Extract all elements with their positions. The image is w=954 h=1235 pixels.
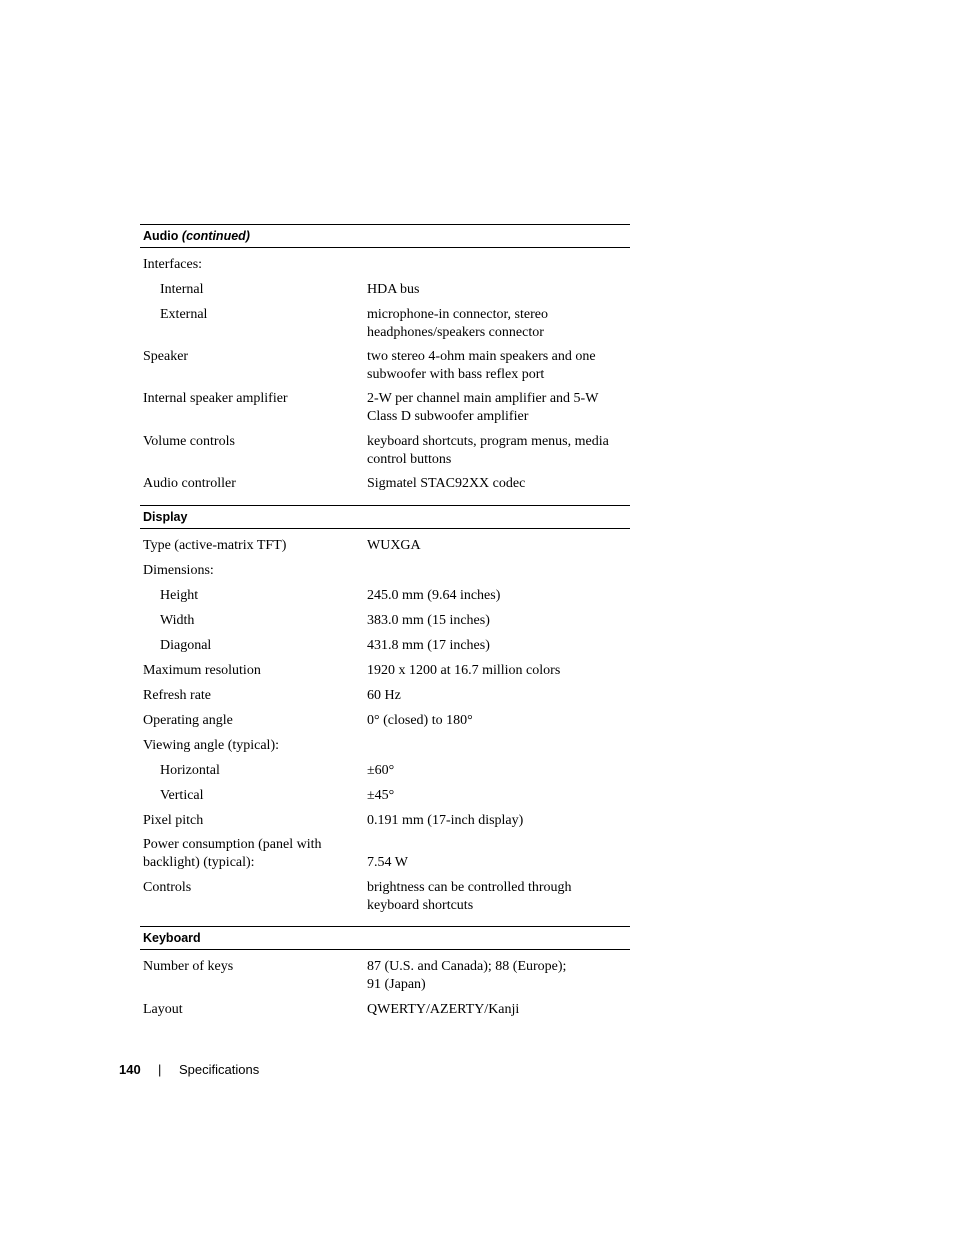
- spec-label-line: Diagonal: [160, 638, 212, 653]
- spec-label-line: External: [160, 307, 208, 322]
- spec-value: [367, 612, 629, 630]
- spec-value-line: HDA bus: [367, 282, 420, 297]
- spec-label: [143, 562, 358, 580]
- spec-label-line: Interfaces:: [143, 257, 203, 272]
- spec-value: [367, 687, 629, 705]
- spec-value: [367, 587, 629, 605]
- spec-value-line: Class D subwoofer amplifier: [367, 408, 529, 424]
- spec-label: [143, 836, 358, 871]
- spec-label-line: Pixel pitch: [143, 813, 204, 828]
- spec-value: [367, 475, 629, 493]
- spec-value: [367, 662, 629, 680]
- spec-value-line: 0.191 mm (17-inch display): [367, 813, 524, 828]
- spec-section-keyboard: [140, 926, 630, 1017]
- spec-label: [160, 612, 375, 630]
- spec-label: [143, 390, 358, 408]
- spec-value: [367, 433, 629, 468]
- spec-value-line: 0° (closed) to 180°: [367, 713, 473, 728]
- spec-label-line: Operating angle: [143, 713, 233, 728]
- spec-value-line: 383.0 mm (15 inches): [367, 613, 490, 628]
- spec-value: [367, 306, 629, 341]
- spec-label-line: Horizontal: [160, 763, 220, 778]
- spec-value: [367, 879, 629, 914]
- spec-section-display: [140, 505, 630, 913]
- section-heading: [140, 926, 630, 950]
- spec-value-line: 87 (U.S. and Canada); 88 (Europe);: [367, 959, 567, 974]
- spec-value-line: keyboard shortcuts: [367, 897, 474, 913]
- spec-value: [367, 762, 629, 780]
- spec-value-line: ±60°: [367, 763, 395, 778]
- spec-label: [143, 812, 358, 830]
- spec-label-line: Width: [160, 613, 195, 628]
- footer-title: Specifications: [179, 1062, 260, 1077]
- spec-value-line: QWERTY/AZERTY/Kanji: [367, 1002, 520, 1017]
- spec-section-audio: [140, 224, 630, 491]
- spec-label-line: Number of keys: [143, 959, 234, 974]
- spec-value-line: microphone-in connector, stereo: [367, 307, 548, 322]
- page-number: 140: [119, 1062, 141, 1077]
- spec-label: [160, 787, 375, 805]
- spec-value-line: keyboard shortcuts, program menus, media: [367, 434, 609, 449]
- spec-label-line: Type (active-matrix TFT): [143, 538, 287, 553]
- spec-label: [143, 348, 358, 366]
- spec-label-line: Controls: [143, 880, 192, 895]
- spec-label: [160, 587, 375, 605]
- spec-label-line: Refresh rate: [143, 688, 212, 703]
- section-heading: [140, 505, 630, 529]
- spec-label: [143, 537, 358, 555]
- spec-label: [160, 637, 375, 655]
- spec-label-line: Speaker: [143, 349, 189, 364]
- spec-label: [160, 306, 375, 324]
- spec-value-line: headphones/speakers connector: [367, 324, 544, 340]
- spec-label: [143, 1001, 358, 1019]
- spec-value: [367, 390, 629, 425]
- footer-separator: |: [158, 1062, 162, 1077]
- spec-value-line: two stereo 4-ohm main speakers and one: [367, 349, 596, 364]
- spec-value-line: 91 (Japan): [367, 976, 426, 992]
- section-title: Display: [143, 510, 188, 524]
- spec-value: [367, 348, 629, 383]
- spec-value-line: 60 Hz: [367, 688, 401, 703]
- spec-label: [143, 958, 358, 976]
- spec-value-line: 1920 x 1200 at 16.7 million colors: [367, 663, 561, 678]
- spec-label: [143, 256, 358, 274]
- spec-value-line: 2-W per channel main amplifier and 5-W: [367, 391, 599, 406]
- section-heading: [140, 224, 630, 248]
- section-title-suffix: (continued): [181, 229, 250, 243]
- spec-value-line: brightness can be controlled through: [367, 880, 572, 895]
- spec-value-line: Sigmatel STAC92XX codec: [367, 476, 526, 491]
- spec-value-line: 7.54 W: [367, 854, 408, 870]
- spec-value-line: 431.8 mm (17 inches): [367, 638, 490, 653]
- spec-label: [143, 433, 358, 451]
- spec-value: [367, 712, 629, 730]
- spec-label-line: Dimensions:: [143, 563, 214, 578]
- spec-label-line: Height: [160, 588, 199, 603]
- spec-label-line: Audio controller: [143, 476, 236, 491]
- spec-value-line: ±45°: [367, 788, 395, 803]
- spec-value: [367, 281, 629, 299]
- spec-label-line: Layout: [143, 1002, 183, 1017]
- spec-value-line: control buttons: [367, 451, 452, 467]
- section-title: Keyboard: [143, 931, 201, 945]
- spec-value: [367, 637, 629, 655]
- spec-label: [143, 712, 358, 730]
- spec-value: [367, 958, 629, 993]
- spec-value: [367, 1001, 629, 1019]
- spec-label-line: Vertical: [160, 788, 204, 803]
- spec-label: [143, 737, 358, 755]
- spec-value-line: subwoofer with bass reflex port: [367, 366, 545, 382]
- spec-value: [367, 787, 629, 805]
- spec-label-line: Maximum resolution: [143, 663, 261, 678]
- spec-label-line: Power consumption (panel with: [143, 837, 322, 852]
- spec-value-line: [367, 836, 629, 854]
- spec-value-line: WUXGA: [367, 538, 421, 553]
- spec-label: [143, 475, 358, 493]
- spec-value: [367, 836, 629, 871]
- spec-label-line: backlight) (typical):: [143, 854, 255, 870]
- spec-label: [160, 762, 375, 780]
- spec-label-line: Internal speaker amplifier: [143, 391, 288, 406]
- spec-label-line: Internal: [160, 282, 204, 297]
- spec-value-line: 245.0 mm (9.64 inches): [367, 588, 501, 603]
- spec-label-line: Viewing angle (typical):: [143, 738, 280, 753]
- spec-label-line: Volume controls: [143, 434, 235, 449]
- section-title: Audio: [143, 229, 179, 243]
- spec-value: [367, 812, 629, 830]
- spec-label: [143, 662, 358, 680]
- spec-label: [143, 879, 358, 897]
- spec-label: [143, 687, 358, 705]
- spec-value: [367, 537, 629, 555]
- spec-label: [160, 281, 375, 299]
